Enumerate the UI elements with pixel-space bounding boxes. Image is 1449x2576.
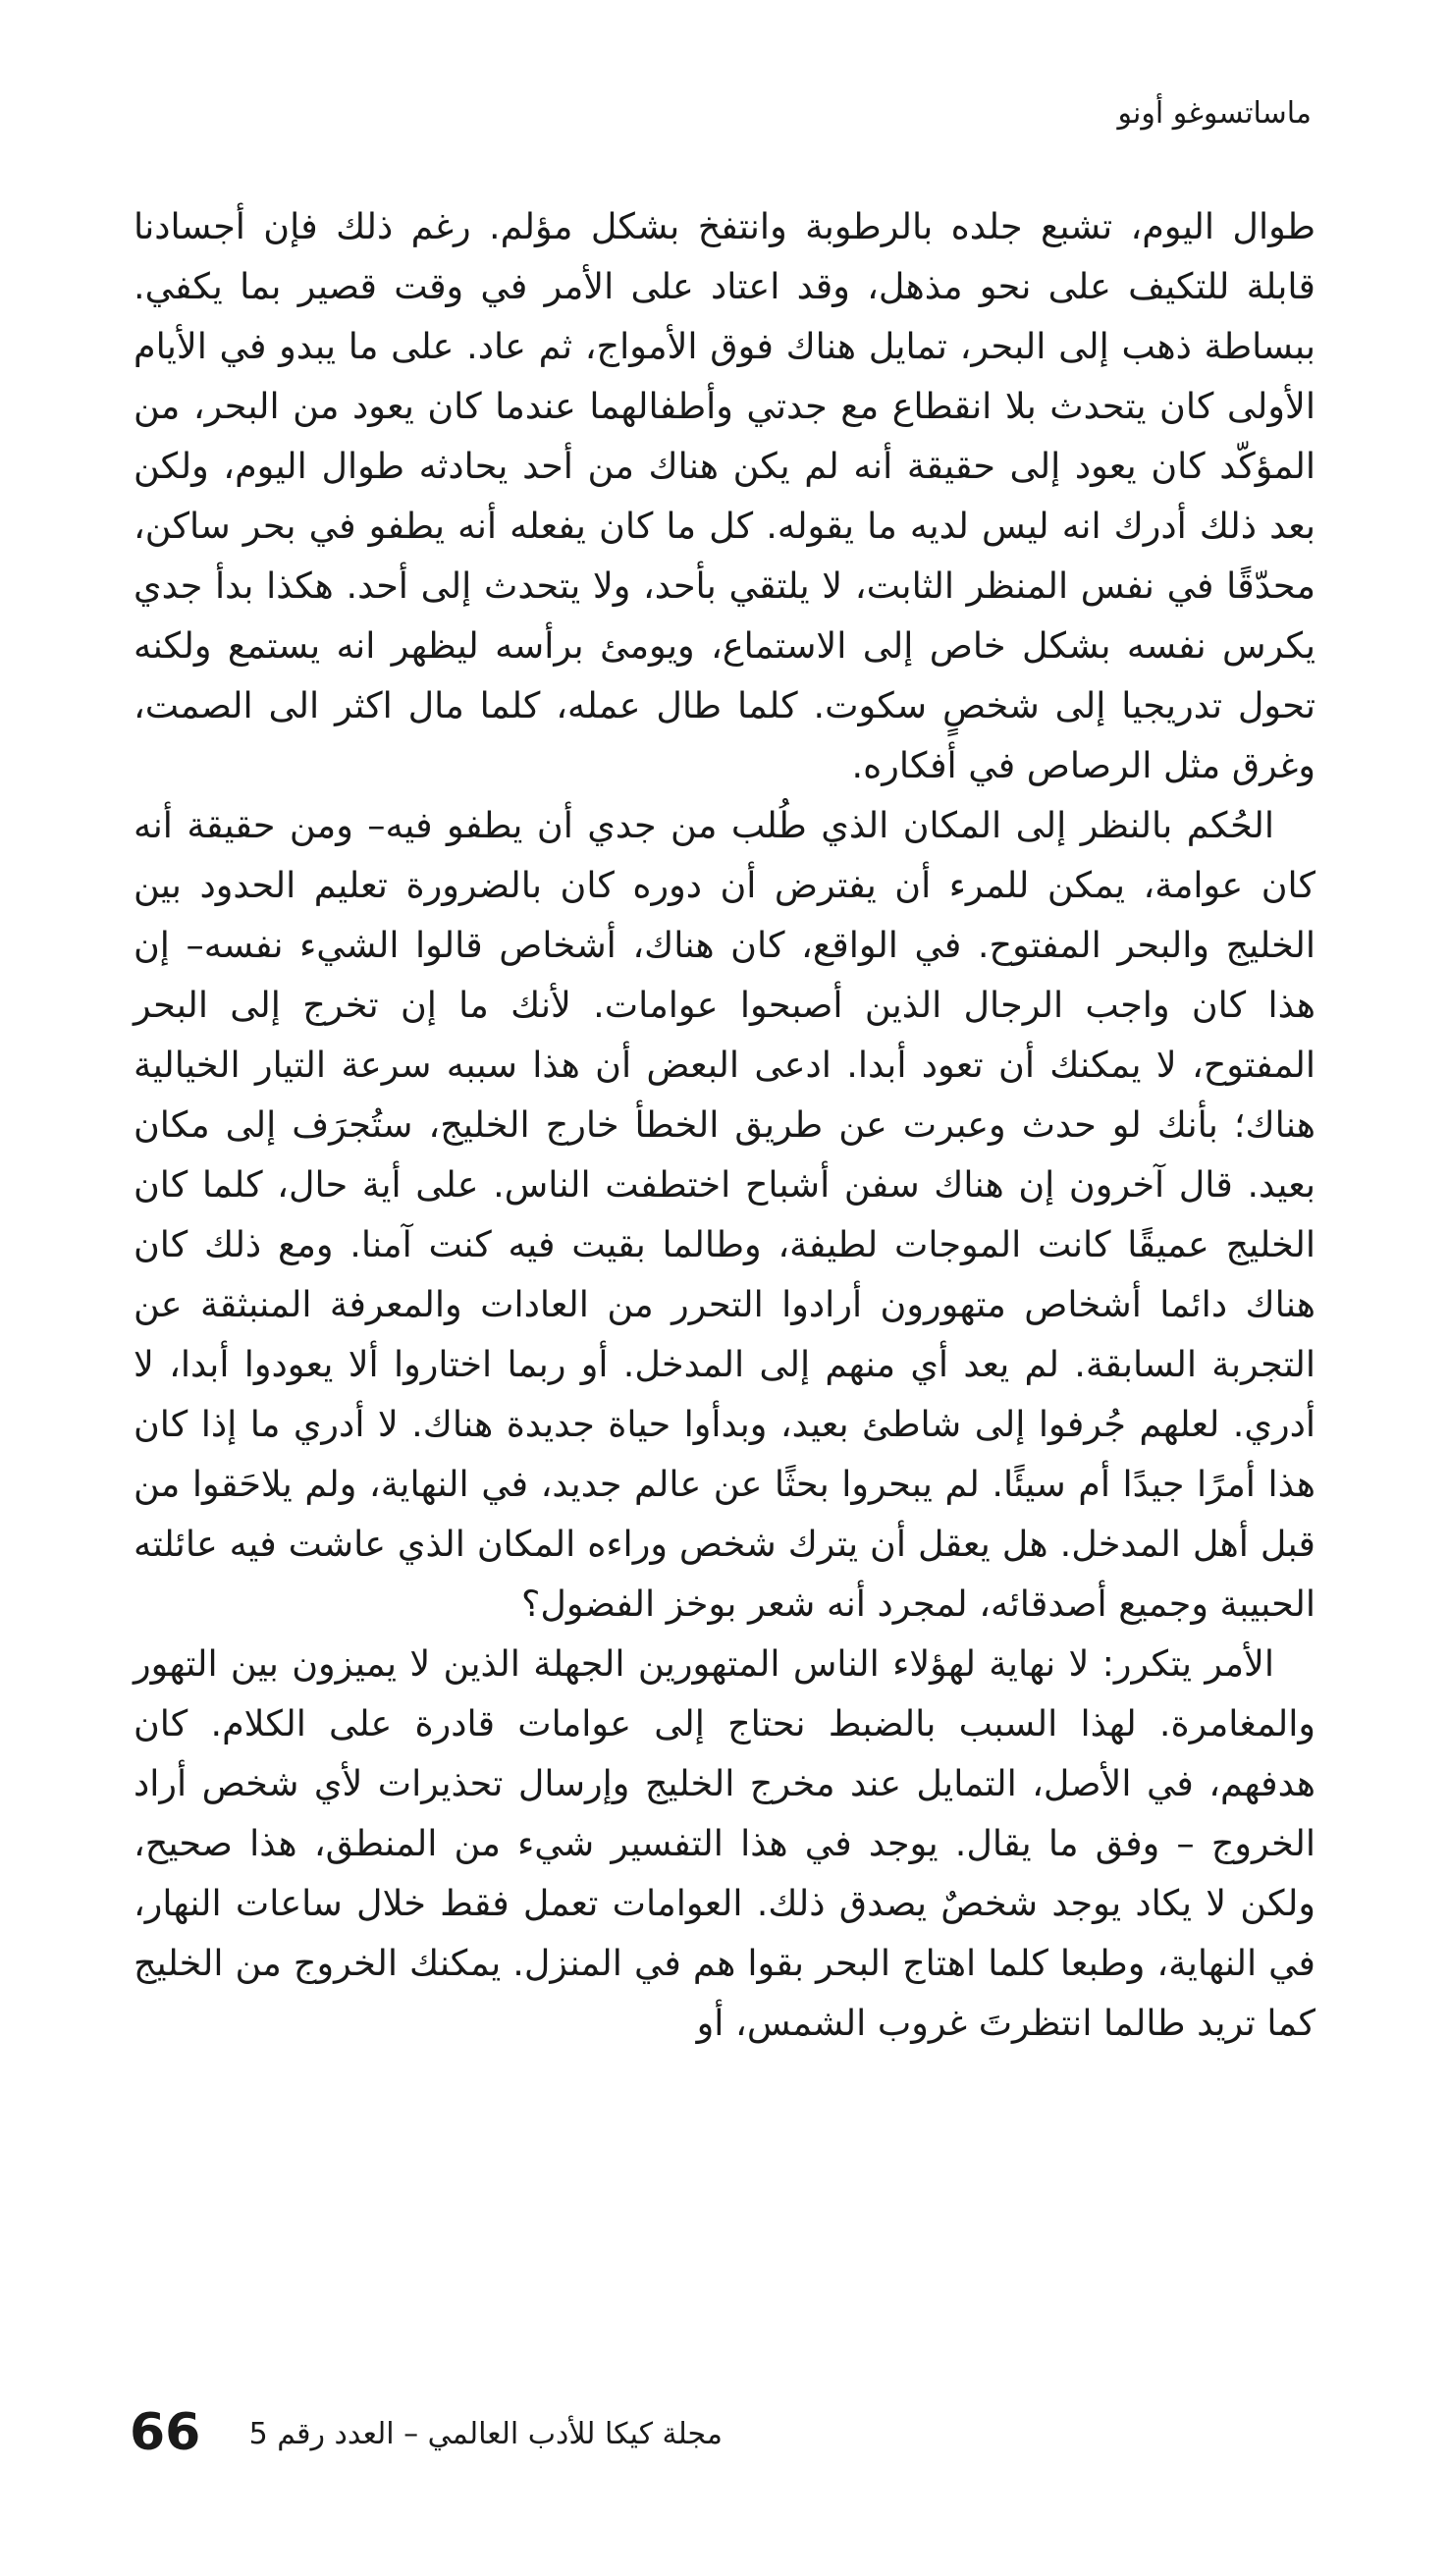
running-head-author: ماساتسوغو أونو	[1117, 96, 1312, 131]
page-footer	[130, 2403, 1312, 2472]
paragraph-3: الأمر يتكرر: لا نهاية لهؤلاء الناس المتهورين الجهلة الذين لا يميزون بين التهور والمغامرة. لهذا السبب بالضبط نحتاج إلى عوامات قادرة على الكلام. كان هدفهم، في الأصل، التمايل عند مخرج الخليج وإرسال تحذيرات لأي شخص أراد الخروج – وفق ما يقال. يوجد في هذا التفسير شيء من المنطق، هذا صحيح، ولكن لا يكاد يوجد شخصٌ يصدق ذلك. العوامات تعمل فقط خلال ساعات النهار، في النهاية، وطبعا كلما اهتاج البحر بقوا هم في المنزل. يمكنك الخروج من الخليج كما تريد طالما انتظرتَ غروب الشمس، أو	[134, 1642, 1315, 2044]
paragraph-2: الحُكم بالنظر إلى المكان الذي طُلب من جدي أن يطفو فيه– ومن حقيقة أنه كان عوامة، يمكن للمرء أن يفترض أن دوره كان بالضرورة تعليم الحدود بين الخليج والبحر المفتوح. في الواقع، كان هناك، أشخاص قالوا الشيء نفسه– إن هذا كان واجب الرجال الذين أصبحوا عوامات. لأنك ما إن تخرج إلى البحر المفتوح، لا يمكنك أن تعود أبدا. ادعى البعض أن هذا سببه سرعة التيار الخيالية هناك؛ بأنك لو حدث وعبرت عن طريق الخطأ خارج الخليج، ستُجرَف إلى مكان بعيد. قال آخرون إن هناك سفن أشباح اختطفت الناس. على أية حال، كلما كان الخليج عميقًا كانت الموجات لطيفة، وطالما بقيت فيه كنت آمنا. ومع ذلك كان هناك دائما أشخاص متهورون أرادوا التحرر من العادات والمعرفة المنبثقة عن التجربة السابقة. لم يعد أي منهم إلى المدخل. أو ربما اختاروا ألا يعودوا أبدا، لا أدري. لعلهم جُرفوا إلى شاطئ بعيد، وبدأوا حياة جديدة هناك. لا أدري ما إذا كان هذا أمرًا جيدًا أم سيئًا. لم يبحروا بحثًا عن عالم جديد، في النهاية، ولم يلاحَقوا من قبل أهل المدخل. هل يعقل أن يترك شخص وراءه المكان الذي عاشت فيه عائلته الحبيبة وجميع أصدقائه، لمجرد أنه شعر بوخز الفضول؟	[134, 804, 1315, 1625]
paragraph-1: طوال اليوم، تشبع جلده بالرطوبة وانتفخ بشكل مؤلم. رغم ذلك فإن أجسادنا قابلة للتكيف على نحو مذهل، وقد اعتاد على الأمر في وقت قصير بما يكفي. ببساطة ذهب إلى البحر، تمايل هناك فوق الأمواج، ثم عاد. على ما يبدو في الأيام الأولى كان يتحدث بلا انقطاع مع جدتي وأطفالهما عندما كان يعود من البحر، من المؤكّد كان يعود إلى حقيقة أنه لم يكن هناك من أحد يحادثه طوال اليوم، ولكن بعد ذلك أدرك انه ليس لديه ما يقوله. كل ما كان يفعله أنه يطفو في بحر ساكن، محدّقًا في نفس المنظر الثابت، لا يلتقي بأحد، ولا يتحدث إلى أحد. هكذا بدأ جدي يكرس نفسه بشكل خاص إلى الاستماع، ويومئ برأسه ليظهر انه يستمع ولكنه تحول تدريجيا إلى شخصٍ سكوت. كلما طال عمله، كلما مال اكثر الى الصمت، وغرق مثل الرصاص في أفكاره.	[134, 205, 1315, 786]
footer-publication-title: مجلة كيكا للأدب العالمي – العدد رقم 5	[248, 2417, 723, 2451]
article-body	[134, 196, 1315, 2053]
page-number: 66	[130, 2403, 201, 2462]
